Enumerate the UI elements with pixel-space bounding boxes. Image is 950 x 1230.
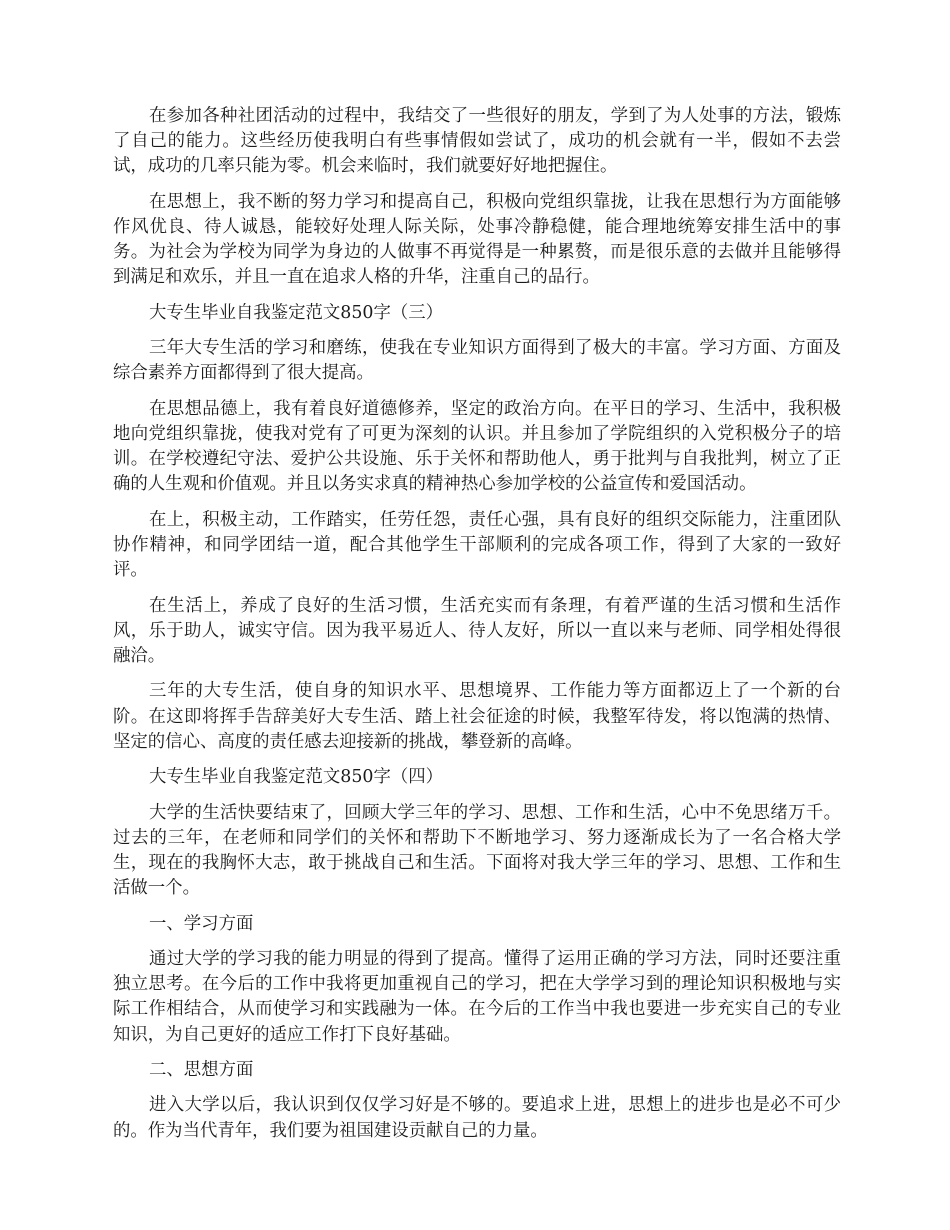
paragraph-summary: 三年的大专生活，使自身的知识水平、思想境界、工作能力等方面都迈上了一个新的台阶。在这即将挥手告辞美好大专生活、踏上社会征途的时候，我整军待发，将以饱满的热情、坚定的信心、高度的责任感去迎接新的挑战，攀登新的高峰。 — [113, 681, 841, 752]
document-page — [113, 104, 841, 1154]
paragraph-ideology-2: 进入大学以后，我认识到仅仅学习好是不够的。要追求上进，思想上的进步也是必不可少的。作为当代青年，我们要为祖国建设贡献自己的力量。 — [113, 1095, 841, 1141]
section-heading-4: 大专生毕业自我鉴定范文850字（四） — [149, 767, 444, 788]
paragraph-study-ability: 通过大学的学习我的能力明显的得到了提高。懂得了运用正确的学习方法，同时还要注重独立思考。在今后的工作中我将更加重视自己的学习，把在大学学习到的理论知识积极地与实际工作相结合，从而使学习和实践融为一体。在今后的工作当中我也要进一步充实自己的专业知识，为自己更好的适应工作打下良好基础。 — [113, 948, 841, 1045]
paragraph-university-life: 大学的生活快要结束了，回顾大学三年的学习、思想、工作和生活，心中不免思绪万千。过去的三年，在老师和同学们的关怀和帮助下不断地学习、努力逐渐成长为了一名合格大学生，现在的我胸怀大志，敢于挑战自己和生活。下面将对我大学三年的学习、思想、工作和生活做一个。 — [113, 802, 841, 899]
paragraph-work: 在上，积极主动，工作踏实，任劳任怨，责任心强，具有良好的组织交际能力，注重团队协作精神，和同学团结一道，配合其他学生干部顺利的完成各项工作，得到了大家的一致好评。 — [113, 509, 841, 581]
paragraph-ideology-1: 在思想上，我不断的努力学习和提高自己，积极向党组织靠拢，让我在思想行为方面能够作风优良、待人诚恳，能较好处理人际关际，处事冷静稳健，能合理地统筹安排生活中的事务。为社会为学校为同学为身边的人做事不再觉得是一种累赘，而是很乐意的去做并且能够得到满足和欢乐，并且一直在追求人格的升华，注重自己的品行。 — [113, 191, 841, 288]
paragraph-three-years-study: 三年大专生活的学习和磨练，使我在专业知识方面得到了极大的丰富。学习方面、方面及综合素养方面都得到了很大提高。 — [113, 338, 841, 384]
subheading-study: 一、学习方面 — [149, 913, 254, 934]
subheading-ideology: 二、思想方面 — [149, 1059, 254, 1080]
paragraph-club-activities: 在参加各种社团活动的过程中，我结交了一些很好的朋友，学到了为人处事的方法，锻炼了自己的能力。这些经历使我明白有些事情假如尝试了，成功的机会就有一半，假如不去尝试，成功的几率只能为零。机会来临时，我们就要好好地把握住。 — [113, 106, 841, 177]
section-heading-3: 大专生毕业自我鉴定范文850字（三） — [149, 302, 444, 323]
paragraph-life: 在生活上，养成了良好的生活习惯，生活充实而有条理，有着严谨的生活习惯和生活作风，乐于助人，诚实守信。因为我平易近人、待人友好，所以一直以来与老师、同学相处得很融洽。 — [113, 595, 841, 666]
paragraph-moral-character: 在思想品德上，我有着良好道德修养，坚定的政治方向。在平日的学习、生活中，我积极地向党组织靠拢，使我对党有了可更为深刻的认识。并且参加了学院组织的入党积极分子的培训。在学校遵纪守法、爱护公共设施、乐于关怀和帮助他人，勇于批判与自我批判，树立了正确的人生观和价值观。并且以务实求真的精神热心参加学校的公益宣传和爱国活动。 — [113, 398, 841, 495]
